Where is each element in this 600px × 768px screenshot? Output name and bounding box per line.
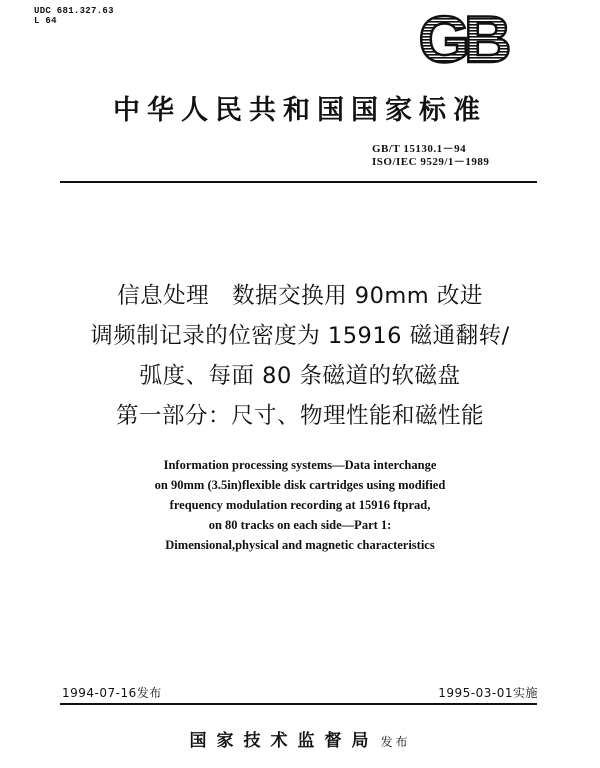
english-title-line: Dimensional,physical and magnetic characteristics <box>165 538 435 552</box>
effective-date: 1995-03-01实施 <box>438 686 538 700</box>
iso-code: ISO/IEC 9529/1－1989 <box>372 156 490 168</box>
english-title-line: on 90mm (3.5in)flexible disk cartridges using modified <box>154 478 446 492</box>
udc-code: UDC 681.327.63 <box>34 6 114 16</box>
chinese-title <box>0 276 600 436</box>
english-title-line: on 80 tracks on each side—Part 1: <box>208 518 392 532</box>
gb-logo <box>396 6 528 70</box>
publisher <box>0 726 600 751</box>
bottom-divider <box>60 703 537 705</box>
standard-codes <box>372 143 572 169</box>
english-title <box>0 455 600 555</box>
chinese-title-line: 第一部分：尺寸、物理性能和磁性能 <box>115 403 484 429</box>
english-title-line: frequency modulation recording at 15916 ftprad, <box>169 498 431 512</box>
gb-logo-graphic <box>396 6 528 70</box>
national-standard-title: 中华人民共和国国家标准 <box>113 95 487 126</box>
top-divider <box>60 181 537 183</box>
udc-block <box>34 6 114 26</box>
logo-text: GB <box>418 6 506 70</box>
publisher-name: 国家技术监督局 <box>189 731 379 751</box>
chinese-title-line: 信息处理 数据交换用 90mm 改进 <box>117 283 483 309</box>
english-title-line: Information processing systems—Data interchange <box>163 458 437 472</box>
chinese-title-line: 调频制记录的位密度为 15916 磁通翻转/ <box>90 323 510 349</box>
chinese-title-line: 弧度、每面 80 条磁道的软磁盘 <box>139 363 461 389</box>
gb-code: GB/T 15130.1－94 <box>372 143 467 155</box>
publisher-suffix: 发布 <box>380 735 411 749</box>
issue-date: 1994-07-16发布 <box>62 686 162 700</box>
classification-code: L 64 <box>34 16 57 26</box>
